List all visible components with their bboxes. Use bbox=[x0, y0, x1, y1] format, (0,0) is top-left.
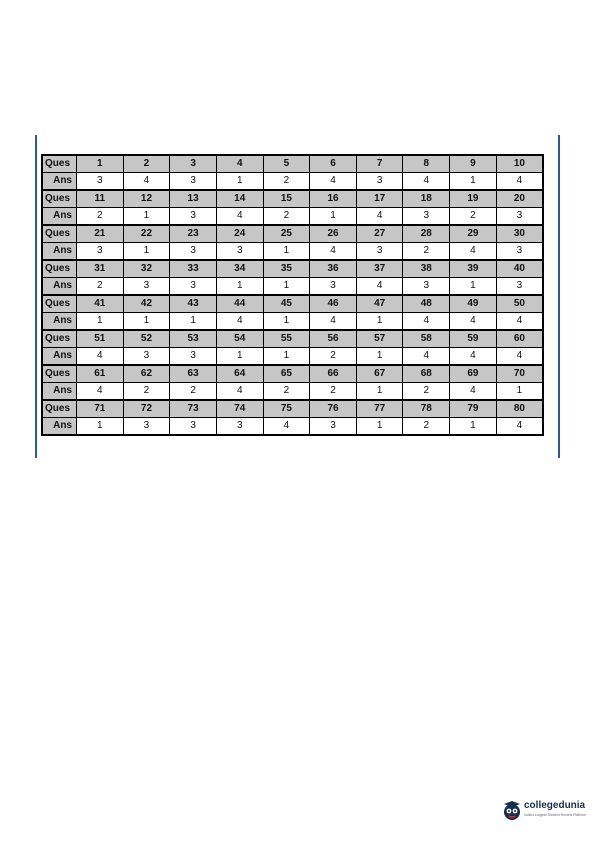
answer-value-cell: 3 bbox=[170, 348, 217, 366]
answer-value-cell: 3 bbox=[403, 208, 450, 226]
answer-value-cell: 2 bbox=[263, 208, 310, 226]
answer-value-cell: 1 bbox=[450, 173, 497, 191]
question-number-cell: 60 bbox=[496, 330, 543, 348]
answer-value-cell: 3 bbox=[496, 243, 543, 261]
question-number-cell: 68 bbox=[403, 365, 450, 383]
question-number-cell: 36 bbox=[310, 260, 357, 278]
question-number-cell: 47 bbox=[356, 295, 403, 313]
question-row-label: Ques bbox=[42, 155, 77, 173]
answer-row bbox=[42, 313, 543, 331]
answer-value-cell: 3 bbox=[356, 173, 403, 191]
question-number-cell: 55 bbox=[263, 330, 310, 348]
answer-row-label: Ans bbox=[42, 348, 77, 366]
answer-value-cell: 1 bbox=[263, 278, 310, 296]
question-number-cell: 13 bbox=[170, 190, 217, 208]
question-number-cell: 44 bbox=[216, 295, 263, 313]
answer-value-cell: 4 bbox=[263, 418, 310, 436]
question-number-cell: 76 bbox=[310, 400, 357, 418]
answer-value-cell: 3 bbox=[356, 243, 403, 261]
question-row bbox=[42, 295, 543, 313]
answer-row-label: Ans bbox=[42, 313, 77, 331]
question-number-cell: 77 bbox=[356, 400, 403, 418]
answer-value-cell: 1 bbox=[263, 313, 310, 331]
question-row bbox=[42, 400, 543, 418]
answer-value-cell: 2 bbox=[403, 418, 450, 436]
question-number-cell: 74 bbox=[216, 400, 263, 418]
question-number-cell: 5 bbox=[263, 155, 310, 173]
question-number-cell: 28 bbox=[403, 225, 450, 243]
brand-tagline: India's Largest Student Review Platform bbox=[524, 813, 587, 817]
question-number-cell: 51 bbox=[77, 330, 124, 348]
answer-value-cell: 3 bbox=[123, 418, 170, 436]
question-number-cell: 1 bbox=[77, 155, 124, 173]
answer-value-cell: 2 bbox=[310, 383, 357, 401]
answer-row-label: Ans bbox=[42, 173, 77, 191]
answer-value-cell: 3 bbox=[170, 243, 217, 261]
answer-row-label: Ans bbox=[42, 278, 77, 296]
question-number-cell: 8 bbox=[403, 155, 450, 173]
answer-row bbox=[42, 418, 543, 436]
question-row-label: Ques bbox=[42, 400, 77, 418]
question-number-cell: 67 bbox=[356, 365, 403, 383]
question-row bbox=[42, 225, 543, 243]
question-number-cell: 32 bbox=[123, 260, 170, 278]
answer-value-cell: 2 bbox=[263, 173, 310, 191]
question-number-cell: 24 bbox=[216, 225, 263, 243]
answer-value-cell: 1 bbox=[216, 173, 263, 191]
question-number-cell: 2 bbox=[123, 155, 170, 173]
answer-value-cell: 1 bbox=[123, 313, 170, 331]
answer-value-cell: 4 bbox=[496, 418, 543, 436]
question-number-cell: 37 bbox=[356, 260, 403, 278]
answer-value-cell: 1 bbox=[216, 348, 263, 366]
answer-value-cell: 1 bbox=[123, 208, 170, 226]
question-number-cell: 75 bbox=[263, 400, 310, 418]
question-number-cell: 11 bbox=[77, 190, 124, 208]
answer-value-cell: 3 bbox=[123, 348, 170, 366]
question-number-cell: 79 bbox=[450, 400, 497, 418]
question-number-cell: 14 bbox=[216, 190, 263, 208]
question-row bbox=[42, 155, 543, 173]
question-number-cell: 65 bbox=[263, 365, 310, 383]
question-number-cell: 56 bbox=[310, 330, 357, 348]
answer-row bbox=[42, 208, 543, 226]
question-number-cell: 59 bbox=[450, 330, 497, 348]
answer-value-cell: 4 bbox=[403, 348, 450, 366]
question-number-cell: 35 bbox=[263, 260, 310, 278]
answer-row-label: Ans bbox=[42, 208, 77, 226]
answer-value-cell: 3 bbox=[216, 418, 263, 436]
answer-value-cell: 1 bbox=[77, 313, 124, 331]
answer-value-cell: 2 bbox=[123, 383, 170, 401]
question-row-label: Ques bbox=[42, 260, 77, 278]
answer-value-cell: 3 bbox=[170, 418, 217, 436]
answer-value-cell: 4 bbox=[450, 348, 497, 366]
answer-value-cell: 1 bbox=[77, 418, 124, 436]
question-number-cell: 45 bbox=[263, 295, 310, 313]
answer-value-cell: 4 bbox=[403, 313, 450, 331]
answer-value-cell: 2 bbox=[403, 243, 450, 261]
answer-value-cell: 2 bbox=[403, 383, 450, 401]
answer-value-cell: 4 bbox=[356, 208, 403, 226]
answer-value-cell: 1 bbox=[263, 348, 310, 366]
question-number-cell: 57 bbox=[356, 330, 403, 348]
question-number-cell: 9 bbox=[450, 155, 497, 173]
right-page-rule bbox=[558, 135, 560, 458]
question-number-cell: 16 bbox=[310, 190, 357, 208]
answer-value-cell: 3 bbox=[170, 173, 217, 191]
question-number-cell: 42 bbox=[123, 295, 170, 313]
question-number-cell: 4 bbox=[216, 155, 263, 173]
answer-value-cell: 4 bbox=[310, 173, 357, 191]
question-number-cell: 7 bbox=[356, 155, 403, 173]
answer-value-cell: 4 bbox=[356, 278, 403, 296]
question-row-label: Ques bbox=[42, 295, 77, 313]
answer-value-cell: 4 bbox=[450, 383, 497, 401]
answer-value-cell: 4 bbox=[310, 313, 357, 331]
answer-value-cell: 1 bbox=[123, 243, 170, 261]
question-number-cell: 22 bbox=[123, 225, 170, 243]
question-number-cell: 23 bbox=[170, 225, 217, 243]
answer-value-cell: 4 bbox=[216, 313, 263, 331]
question-number-cell: 18 bbox=[403, 190, 450, 208]
answer-row bbox=[42, 348, 543, 366]
answer-value-cell: 3 bbox=[170, 208, 217, 226]
answer-row-label: Ans bbox=[42, 243, 77, 261]
answer-value-cell: 4 bbox=[496, 173, 543, 191]
question-number-cell: 29 bbox=[450, 225, 497, 243]
question-number-cell: 20 bbox=[496, 190, 543, 208]
question-number-cell: 12 bbox=[123, 190, 170, 208]
question-row bbox=[42, 190, 543, 208]
question-number-cell: 64 bbox=[216, 365, 263, 383]
question-number-cell: 26 bbox=[310, 225, 357, 243]
answer-value-cell: 3 bbox=[496, 278, 543, 296]
answer-value-cell: 2 bbox=[77, 278, 124, 296]
answer-value-cell: 4 bbox=[310, 243, 357, 261]
question-number-cell: 80 bbox=[496, 400, 543, 418]
answer-value-cell: 3 bbox=[310, 418, 357, 436]
question-number-cell: 34 bbox=[216, 260, 263, 278]
question-number-cell: 40 bbox=[496, 260, 543, 278]
question-number-cell: 73 bbox=[170, 400, 217, 418]
answer-value-cell: 4 bbox=[496, 313, 543, 331]
answer-row bbox=[42, 173, 543, 191]
question-number-cell: 48 bbox=[403, 295, 450, 313]
question-number-cell: 49 bbox=[450, 295, 497, 313]
question-number-cell: 46 bbox=[310, 295, 357, 313]
answer-value-cell: 1 bbox=[356, 383, 403, 401]
question-number-cell: 58 bbox=[403, 330, 450, 348]
answer-row bbox=[42, 243, 543, 261]
left-page-rule bbox=[35, 135, 37, 458]
question-number-cell: 21 bbox=[77, 225, 124, 243]
question-number-cell: 50 bbox=[496, 295, 543, 313]
question-row bbox=[42, 365, 543, 383]
answer-value-cell: 3 bbox=[403, 278, 450, 296]
question-number-cell: 31 bbox=[77, 260, 124, 278]
question-number-cell: 17 bbox=[356, 190, 403, 208]
answer-value-cell: 4 bbox=[496, 348, 543, 366]
question-number-cell: 70 bbox=[496, 365, 543, 383]
answer-row bbox=[42, 383, 543, 401]
answer-value-cell: 3 bbox=[77, 243, 124, 261]
answer-row bbox=[42, 278, 543, 296]
question-number-cell: 6 bbox=[310, 155, 357, 173]
answer-value-cell: 1 bbox=[170, 313, 217, 331]
answer-row-label: Ans bbox=[42, 418, 77, 436]
answer-value-cell: 4 bbox=[216, 208, 263, 226]
answer-value-cell: 1 bbox=[356, 418, 403, 436]
answer-value-cell: 2 bbox=[77, 208, 124, 226]
answer-value-cell: 1 bbox=[263, 243, 310, 261]
answer-value-cell: 2 bbox=[263, 383, 310, 401]
answer-value-cell: 3 bbox=[77, 173, 124, 191]
answer-value-cell: 4 bbox=[216, 383, 263, 401]
answer-value-cell: 2 bbox=[310, 348, 357, 366]
question-row-label: Ques bbox=[42, 330, 77, 348]
answer-value-cell: 3 bbox=[216, 243, 263, 261]
answer-value-cell: 1 bbox=[450, 278, 497, 296]
answer-key-table bbox=[41, 154, 544, 436]
question-number-cell: 3 bbox=[170, 155, 217, 173]
answer-value-cell: 4 bbox=[123, 173, 170, 191]
question-number-cell: 10 bbox=[496, 155, 543, 173]
question-number-cell: 69 bbox=[450, 365, 497, 383]
brand-footer bbox=[500, 796, 595, 826]
question-row bbox=[42, 330, 543, 348]
answer-value-cell: 4 bbox=[403, 173, 450, 191]
question-number-cell: 52 bbox=[123, 330, 170, 348]
answer-value-cell: 4 bbox=[77, 348, 124, 366]
question-number-cell: 71 bbox=[77, 400, 124, 418]
answer-value-cell: 2 bbox=[450, 208, 497, 226]
question-number-cell: 38 bbox=[403, 260, 450, 278]
question-row-label: Ques bbox=[42, 225, 77, 243]
question-number-cell: 63 bbox=[170, 365, 217, 383]
collegedunia-logo-icon bbox=[500, 798, 524, 822]
question-number-cell: 62 bbox=[123, 365, 170, 383]
answer-value-cell: 3 bbox=[496, 208, 543, 226]
answer-value-cell: 1 bbox=[450, 418, 497, 436]
question-number-cell: 27 bbox=[356, 225, 403, 243]
question-number-cell: 30 bbox=[496, 225, 543, 243]
question-number-cell: 54 bbox=[216, 330, 263, 348]
question-row-label: Ques bbox=[42, 365, 77, 383]
brand-name: collegedunia bbox=[524, 800, 586, 811]
question-number-cell: 41 bbox=[77, 295, 124, 313]
answer-value-cell: 1 bbox=[496, 383, 543, 401]
question-number-cell: 72 bbox=[123, 400, 170, 418]
answer-value-cell: 4 bbox=[450, 243, 497, 261]
question-row bbox=[42, 260, 543, 278]
question-number-cell: 78 bbox=[403, 400, 450, 418]
answer-value-cell: 3 bbox=[123, 278, 170, 296]
question-number-cell: 25 bbox=[263, 225, 310, 243]
answer-value-cell: 1 bbox=[310, 208, 357, 226]
answer-value-cell: 1 bbox=[356, 313, 403, 331]
answer-value-cell: 3 bbox=[170, 278, 217, 296]
answer-value-cell: 4 bbox=[77, 383, 124, 401]
question-row-label: Ques bbox=[42, 190, 77, 208]
question-number-cell: 19 bbox=[450, 190, 497, 208]
question-number-cell: 43 bbox=[170, 295, 217, 313]
answer-value-cell: 1 bbox=[356, 348, 403, 366]
question-number-cell: 33 bbox=[170, 260, 217, 278]
answer-value-cell: 1 bbox=[216, 278, 263, 296]
answer-value-cell: 2 bbox=[170, 383, 217, 401]
question-number-cell: 61 bbox=[77, 365, 124, 383]
question-number-cell: 66 bbox=[310, 365, 357, 383]
answer-value-cell: 4 bbox=[450, 313, 497, 331]
answer-row-label: Ans bbox=[42, 383, 77, 401]
question-number-cell: 53 bbox=[170, 330, 217, 348]
question-number-cell: 15 bbox=[263, 190, 310, 208]
question-number-cell: 39 bbox=[450, 260, 497, 278]
answer-value-cell: 3 bbox=[310, 278, 357, 296]
